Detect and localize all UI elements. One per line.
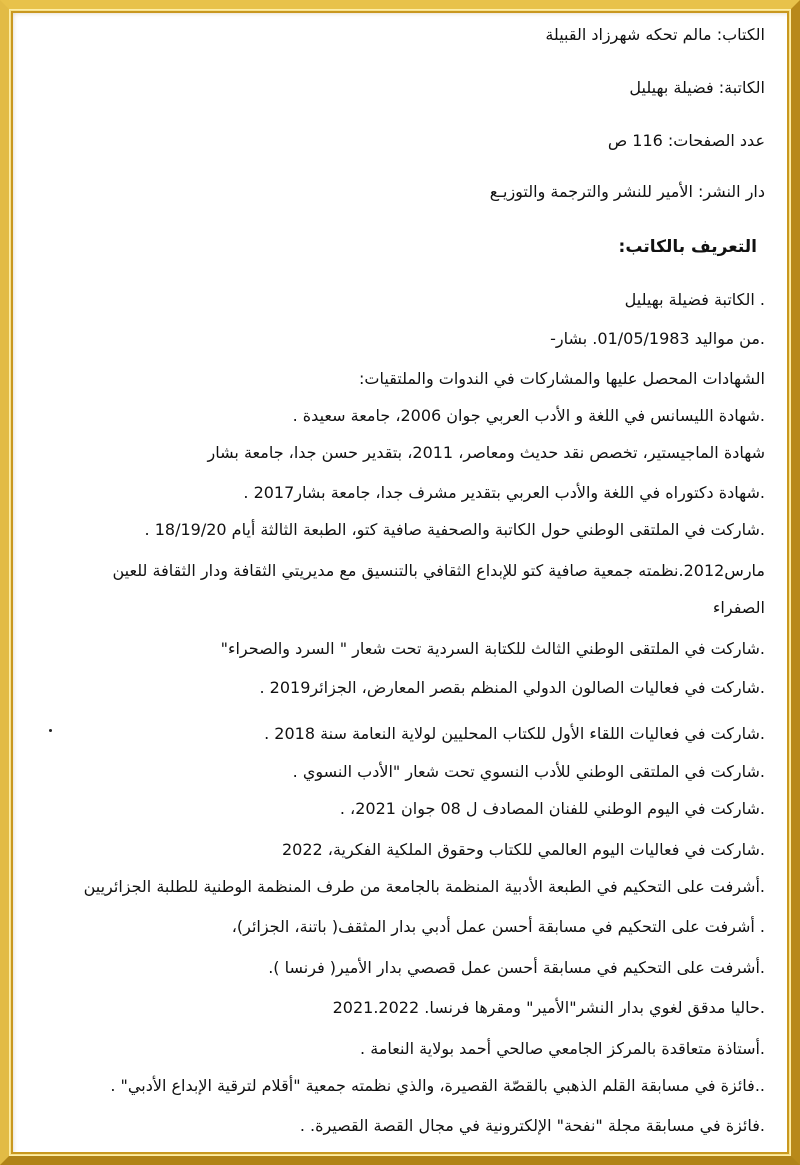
bio-line: الصفراء [712, 598, 765, 617]
bio-line: .من مواليد 01/05/1983. بشار- [550, 329, 765, 348]
book-title-line: الكتاب: مالم تحكه شهرزاد القبيلة [545, 25, 765, 44]
publisher-line: دار النشر: الأمير للنشر والترجمة والتوزيـع [489, 182, 765, 201]
bio-line: .حاليا مدقق لغوي بدار النشر"الأمير" ومقرها فرنسا. 2021.2022 [332, 998, 765, 1017]
bio-line: .شهادة الليسانس في اللغة و الأدب العربي جوان 2006، جامعة سعيدة . [292, 406, 765, 425]
bio-line: .فائزة في مسابقة مجلة "نفحة" الإلكترونية في مجال القصة القصيرة. . [299, 1116, 765, 1135]
bio-line: .أشرفت على التحكيم في مسابقة أحسن عمل قصصي بدار الأمير( فرنسا ). [268, 958, 765, 977]
bio-line: ..فائزة في مسابقة القلم الذهبي بالقصّة القصيرة، والذي نظمته جمعية "أقلام لترقية الإبداع الأدبي" . [110, 1076, 765, 1095]
section-heading: التعريف بالكاتب: [618, 237, 757, 257]
bio-line: . أشرفت على التحكيم في مسابقة أحسن عمل أدبي بدار المثقف( باتنة، الجزائر)، [231, 917, 765, 936]
bio-line: .شاركت في فعاليات اللقاء الأول للكتاب المحليين لولاية النعامة سنة 2018 . [264, 724, 765, 743]
page-count-line: عدد الصفحات: 116 ص [607, 131, 765, 150]
bio-line: .شاركت في الملتقى الوطني الثالث للكتابة السردية تحت شعار " السرد والصحراء" [220, 639, 765, 658]
stray-dot [49, 729, 52, 732]
bio-line: .شهادة دكتوراه في اللغة والأدب العربي بتقدير مشرف جدا، جامعة بشار2017 . [243, 483, 765, 502]
bio-line: الشهادات المحصل عليها والمشاركات في الندوات والملتقيات: [359, 369, 765, 388]
bio-line: .شاركت في الملتقى الوطني للأدب النسوي تحت شعار "الأدب النسوي . [292, 762, 765, 781]
author-line: الكاتبة: فضيلة بهيليل [629, 78, 765, 97]
bio-line: .أستاذة متعاقدة بالمركز الجامعي صالحي أحمد بولاية النعامة . [360, 1039, 765, 1058]
bio-line: شهادة الماجيستير، تخصص نقد حديث ومعاصر، 2011، بتقدير حسن جدا، جامعة بشار [207, 443, 765, 462]
bio-line: .شاركت في اليوم الوطني للفنان المصادف ل 08 جوان 2021، . [339, 799, 765, 818]
bio-line: . الكاتبة فضيلة بهيليل [624, 290, 765, 309]
bio-line: .شاركت في فعاليات اليوم العالمي للكتاب وحقوق الملكية الفكرية، 2022 [281, 840, 765, 859]
bio-line: .شاركت في فعاليات الصالون الدولي المنظم بقصر المعارض، الجزائر2019 . [259, 678, 765, 697]
bio-line: .شاركت في الملتقى الوطني حول الكاتبة والصحفية صافية كتو، الطبعة الثالثة أيام 18/19/20 . [144, 520, 765, 539]
bio-line: مارس2012.نظمته جمعية صافية كتو للإبداع الثقافي بالتنسيق مع مديريتي الثقافة ودار الثقافة للعين [112, 561, 765, 580]
document-body [20, 0, 765, 1165]
bio-line: .أشرفت على التحكيم في الطبعة الأدبية المنظمة بالجامعة من طرف المنظمة الوطنية للطلبة الجزائريين [83, 877, 765, 896]
